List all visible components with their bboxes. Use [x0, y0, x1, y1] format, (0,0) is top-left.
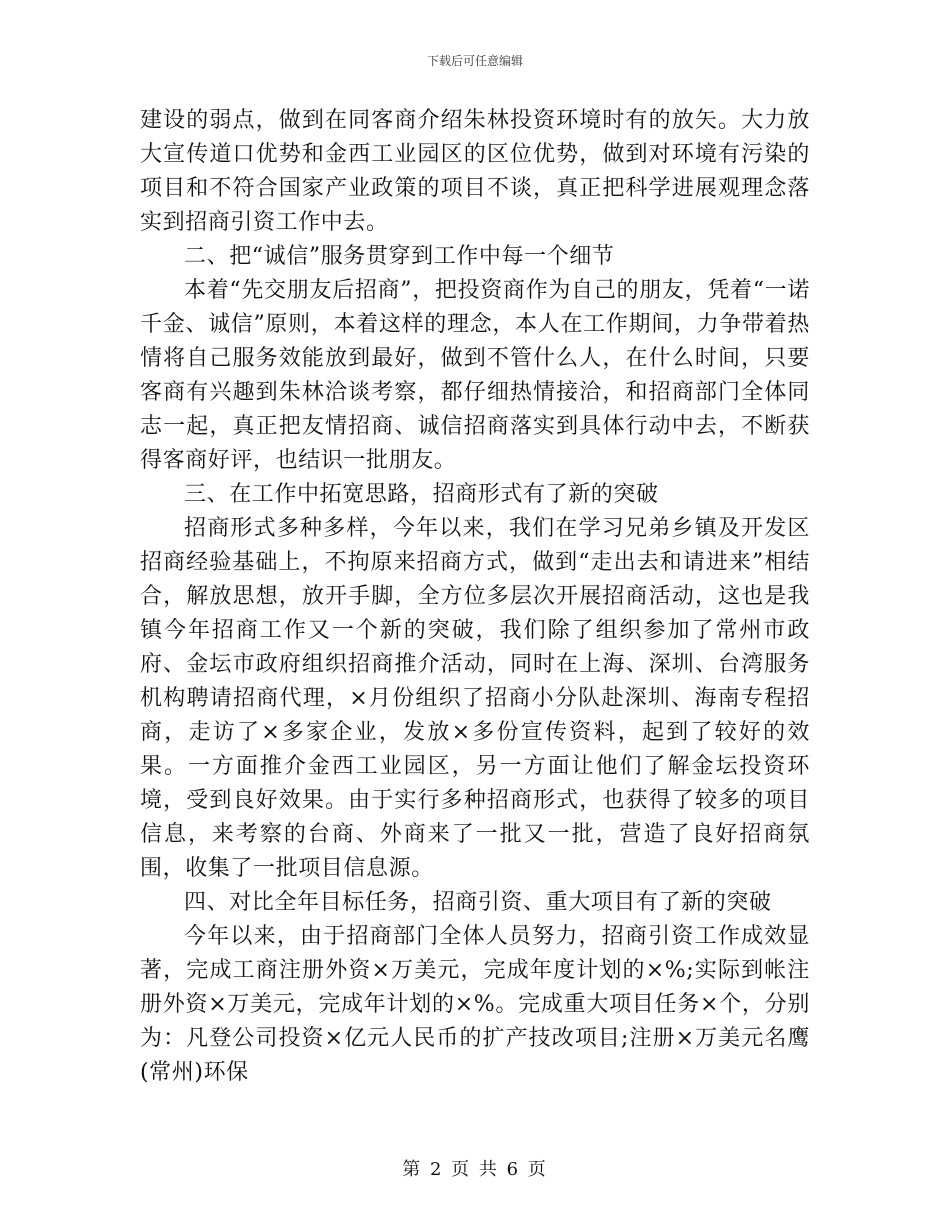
paragraph-2: 本着“先交朋友后招商”，把投资商作为自己的朋友，凭着“一诺千金、诚信”原则，本着这样的理念，本人在工作期间，力争带着热情将自己服务效能放到最好，做到不管什么人，在什么时间，只要客商有兴趣到朱林洽谈考察，都仔细热情接洽，和招商部门全体同志一起，真正把友情招商、诚信招商落实到具体行动中去，不断获得客商好评，也结识一批朋友。 — [140, 278, 810, 473]
document-body — [140, 104, 810, 1090]
section-heading-3: 三、在工作中拓宽思路，招商形式有了新的突破 — [184, 482, 659, 507]
paragraph-3: 招商形式多种多样，今年以来，我们在学习兄弟乡镇及开发区招商经验基础上，不拘原来招商方式，做到“走出去和请进来”相结合，解放思想，放开手脚，全方位多层次开展招商活动，这也是我镇今年招商工作又一个新的突破，我们除了组织参加了常州市政府、金坛市政府组织招商推介活动，同时在上海、深圳、台湾服务机构聘请招商代理，×月份组织了招商小分队赴深圳、海南专程招商，走访了×多家企业，发放×多份宣传资料，起到了较好的效果。一方面推介金西工业园区，另一方面让他们了解金坛投资环境，受到良好效果。由于实行多种招商形式，也获得了较多的项目信息，来考察的台商、外商来了一批又一批，营造了良好招商氛围，收集了一批项目信息源。 — [140, 516, 810, 881]
paragraph-1: 建设的弱点，做到在同客商介绍朱林投资环境时有的放矢。大力放大宣传道口优势和金西工业园区的区位优势，做到对环境有污染的项目和不符合国家产业政策的项目不谈，真正把科学进展观理念落实到招商引资工作中去。 — [140, 108, 810, 235]
page-header: 下载后可任意编辑 — [426, 54, 523, 68]
paragraph-4: 今年以来，由于招商部门全体人员努力，招商引资工作成效显著，完成工商注册外资×万美元，完成年度计划的×%;实际到帐注册外资×万美元，完成年计划的×%。完成重大项目任务×个，分别为：凡登公司投资×亿元人民币的扩产技改项目;注册×万美元名鹰(常州)环保 — [140, 924, 810, 1085]
section-heading-2: 二、把“诚信”服务贯穿到工作中每一个细节 — [184, 244, 615, 269]
page-number: 第 2 页 共 6 页 — [402, 1159, 548, 1180]
section-heading-4: 四、对比全年目标任务，招商引资、重大项目有了新的突破 — [184, 890, 772, 915]
